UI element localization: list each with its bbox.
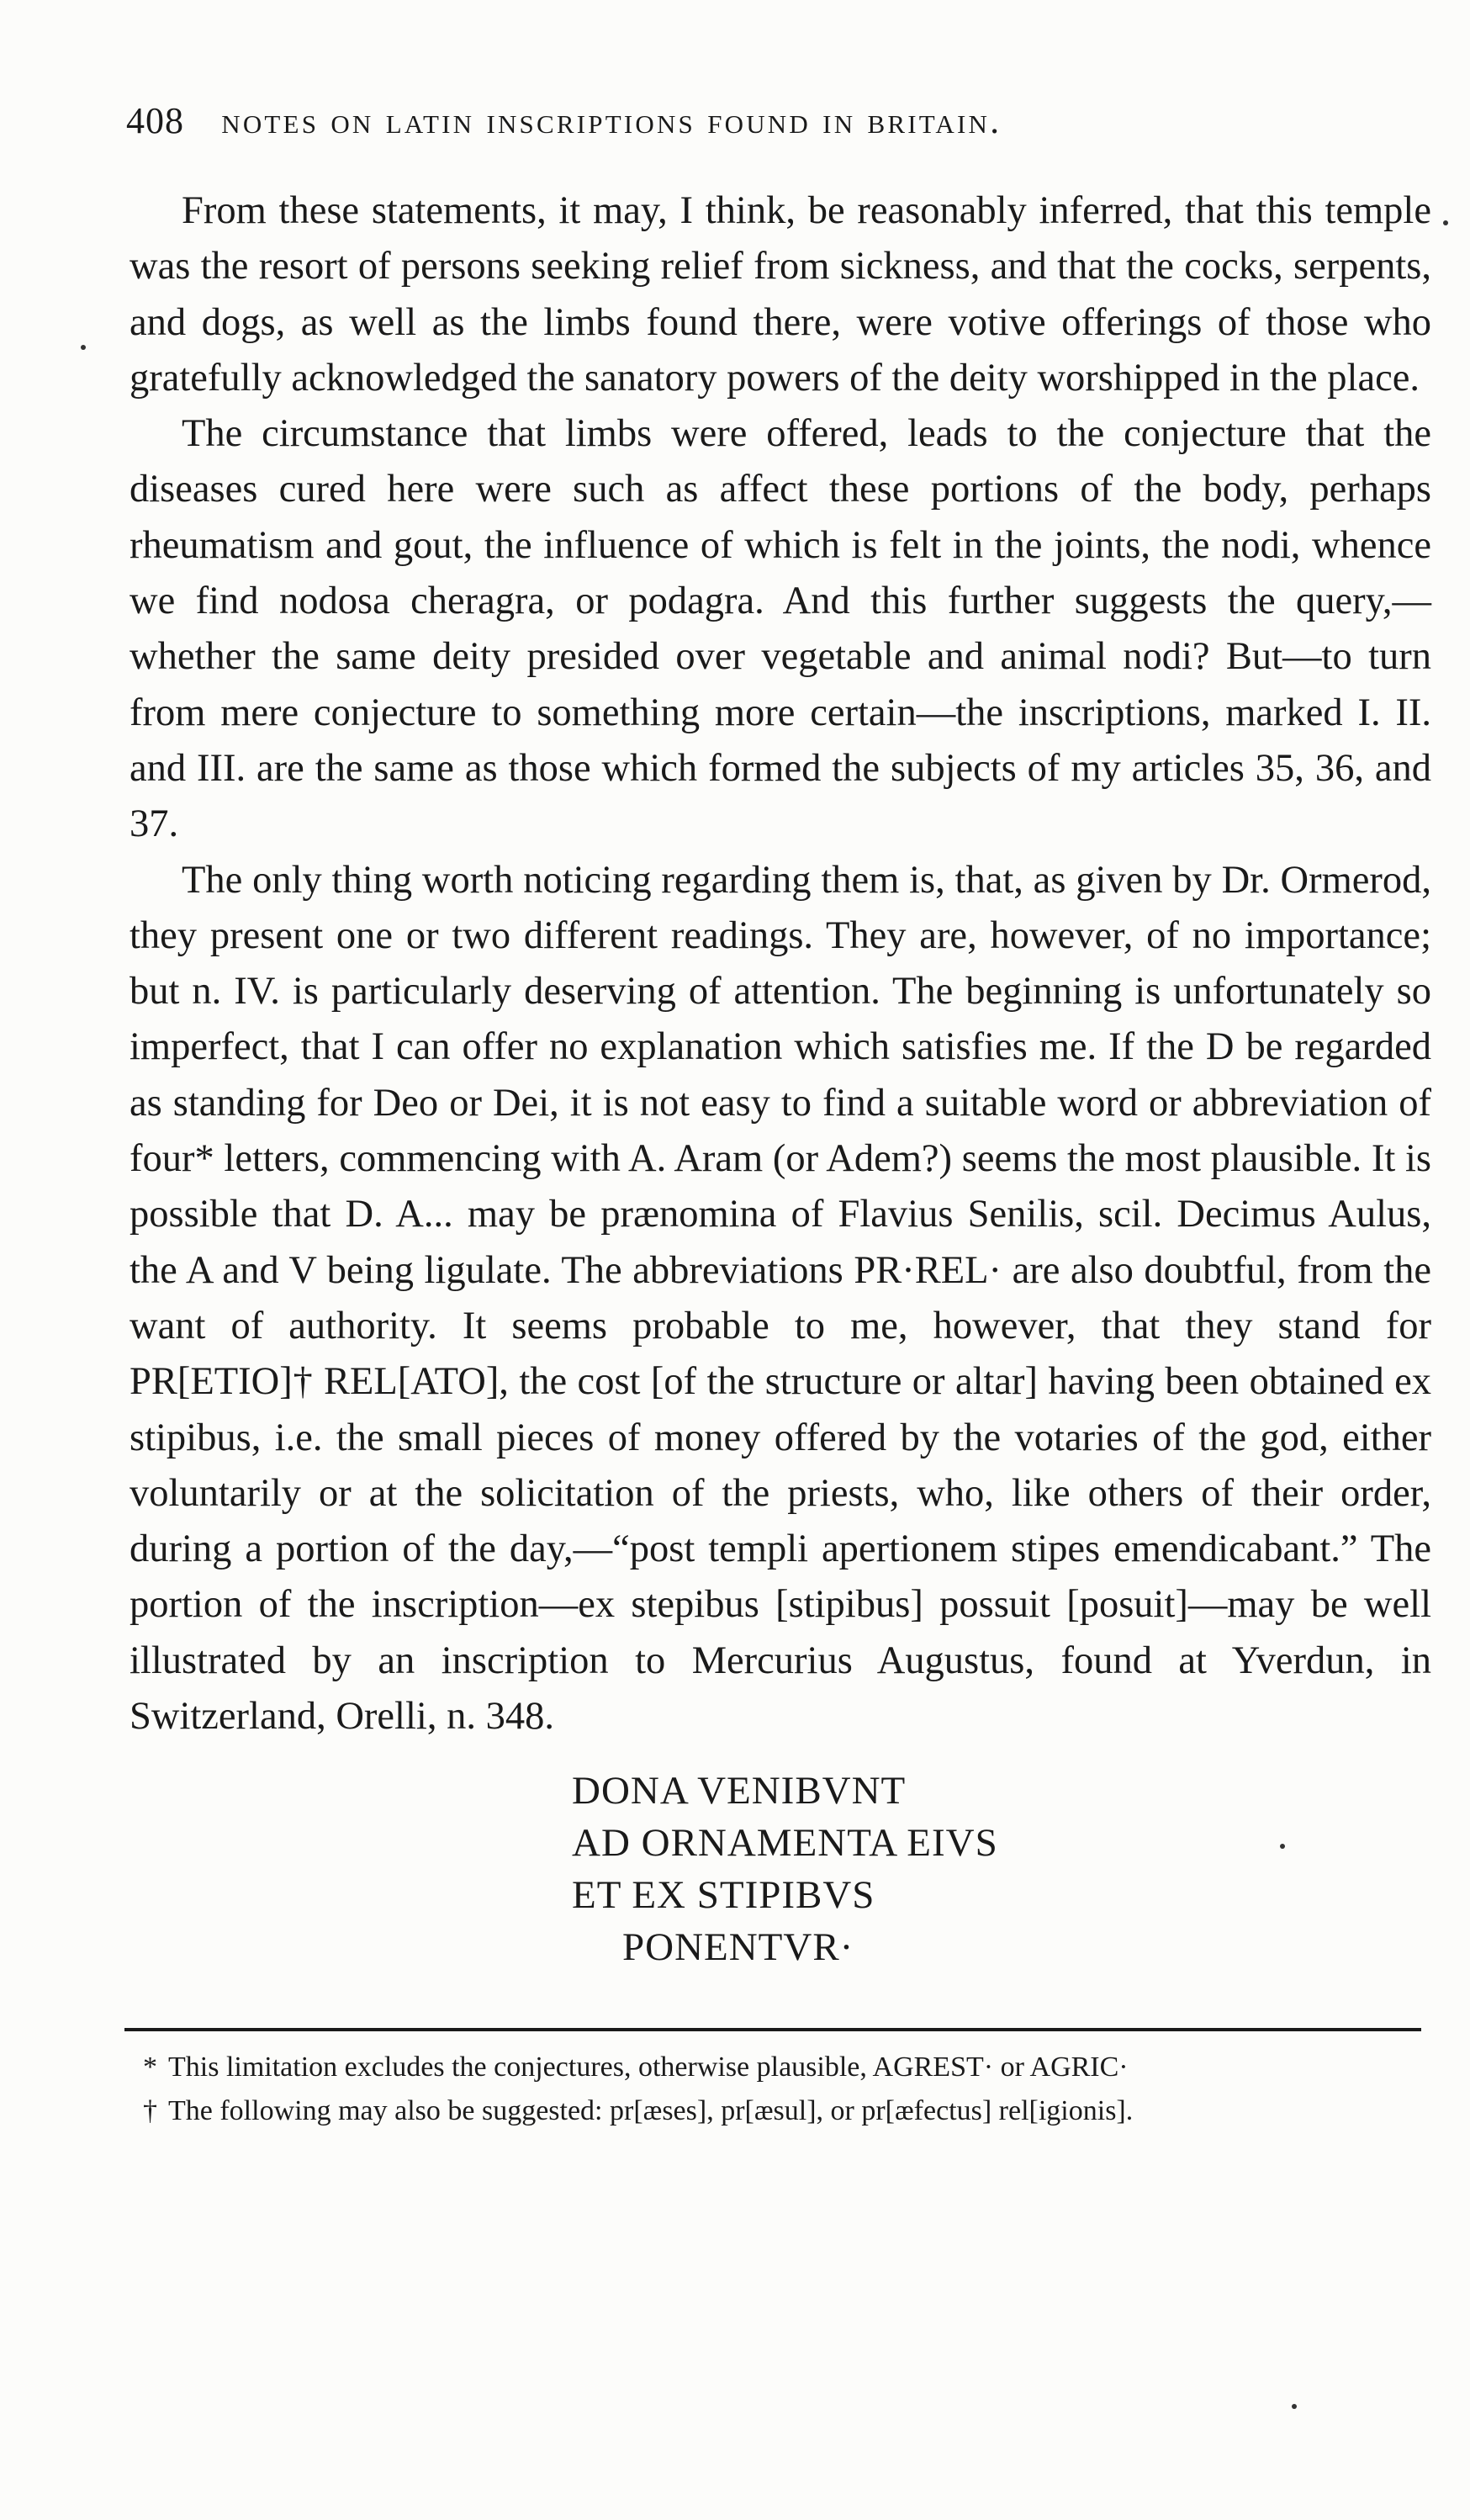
print-speck [81, 345, 86, 350]
inscription-line: DONA VENIBVNT [572, 1769, 907, 1813]
footnote-text: The following may also be suggested: pr[æses], pr[æsul], or pr[æfectus] rel[igionis]. [168, 2095, 1134, 2126]
inscription-line: AD ORNAMENTA EIVS [572, 1821, 998, 1865]
print-speck [1280, 1844, 1285, 1849]
paragraph: The only thing worth noticing regarding them is, that, as given by Dr. Ormerod, they present one or two different readings. They are, however, of no importance; but n. IV. is particularly deserving of attention. The beginning is unfortunately so imperfect, that I can offer no explanation which satisfies me. If the D be regarded as standing for Deo or Dei, it is not easy to find a suitable word or abbreviation of four* letters, commencing with A. Aram (or Adem?) seems the most plausible. It is possible that D. A... may be prænomina of Flavius Senilis, scil. Decimus Aulus, the A and V being ligulate. The abbreviations PR·REL· are also doubtful, from the want of authority. It seems probable to me, however, that they stand for PR[ETIO]† REL[ATO], the cost [of the structure or altar] having been obtained ex stipibus, i.e. the small pieces of money offered by the votaries of the god, either voluntarily or at the solicitation of the priests, who, like others of their order, during a portion of the day,—“post templi apertionem stipes emendicabant.” The portion of the inscription—ex stepibus [stipibus] possuit [posuit]—may be well illustrated by an inscription to Mercurius Augustus, found at Yverdun, in Switzerland, Orelli, n. 348. [130, 858, 1431, 1739]
inscription-line: ET EX STIPIBVS [572, 1873, 875, 1917]
running-header [126, 99, 1421, 142]
print-speck [1292, 2404, 1297, 2409]
footnote [143, 2046, 1430, 2089]
page-number: 408 [126, 100, 184, 141]
footnote [143, 2089, 1430, 2133]
paragraph: From these statements, it may, I think, be reasonably inferred, that this temple was the resort of persons seeking relief from sickness, and that the cocks, serpents, and dogs, as well as the limbs found there, were votive offerings of those who gratefully acknowledged the sanatory powers of the deity worshipped in the place. [130, 189, 1431, 400]
footnote-mark: * [143, 2051, 157, 2083]
footnote-mark: † [143, 2095, 157, 2126]
paragraph: The circumstance that limbs were offered, leads to the conjecture that the diseases cured here were such as affect these portions of the body, perhaps rheumatism and gout, the influence of which is felt in the joints, the nodi, whence we find nodosa cheragra, or podagra. And this further suggests the query,—whether the same deity presided over vegetable and animal nodi? But—to turn from mere conjecture to something more certain—the inscriptions, marked I. II. and III. are the same as those which formed the subjects of my articles 35, 36, and 37. [130, 412, 1431, 846]
inscription-block [572, 1765, 998, 1973]
inscription-line: PONENTVR· [622, 1925, 854, 1969]
footnote-rule [124, 2028, 1421, 2031]
footnote-text: This limitation excludes the conjectures, otherwise plausible, AGREST· or AGRIC· [168, 2051, 1129, 2083]
body-text [130, 183, 1431, 1744]
print-speck [1443, 220, 1448, 225]
running-title: notes on latin inscriptions found in britain. [221, 100, 1002, 141]
footnotes [143, 2046, 1430, 2133]
